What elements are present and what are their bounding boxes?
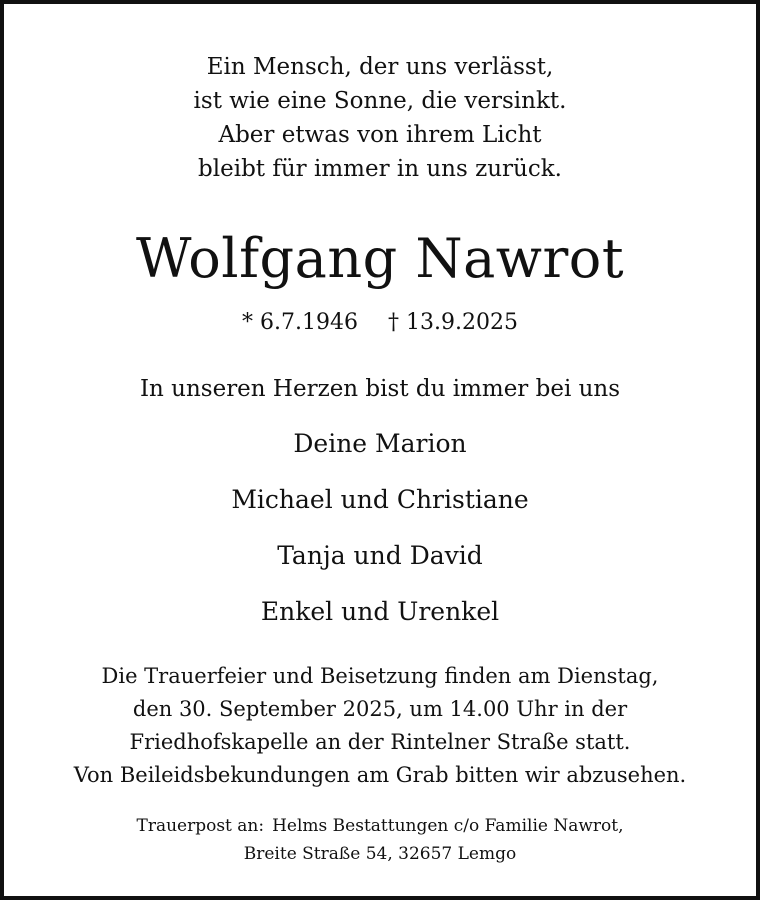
mail-label: Trauerpost an: bbox=[136, 816, 265, 836]
family-member: Tanja und David bbox=[277, 541, 483, 570]
poem-line: bleibt für immer in uns zurück. bbox=[198, 156, 562, 182]
mail-recipient-line bbox=[0, 812, 760, 840]
service-line: Friedhofskapelle an der Rintelner Straße statt. bbox=[129, 730, 631, 754]
deceased-name: Wolfgang Nawrot bbox=[135, 227, 625, 290]
service-line: Von Beileidsbekundungen am Grab bitten wir abzusehen. bbox=[73, 763, 687, 787]
mail-recipient: Helms Bestattungen c/o Familie Nawrot, bbox=[272, 816, 624, 836]
family-member: Deine Marion bbox=[293, 429, 467, 458]
birth-date: * 6.7.1946 bbox=[242, 310, 358, 335]
poem-line: ist wie eine Sonne, die versinkt. bbox=[193, 88, 567, 114]
family-member: Michael und Christiane bbox=[231, 485, 529, 514]
memorial-poem bbox=[0, 50, 760, 186]
poem-line: Ein Mensch, der uns verlässt, bbox=[206, 54, 554, 80]
poem-line: Aber etwas von ihrem Licht bbox=[218, 122, 542, 148]
life-dates bbox=[0, 306, 760, 340]
service-line: den 30. September 2025, um 14.00 Uhr in der bbox=[132, 697, 628, 721]
service-line: Die Trauerfeier und Beisetzung finden am Dienstag, bbox=[101, 664, 659, 688]
funeral-service-notice bbox=[0, 660, 760, 792]
death-date: † 13.9.2025 bbox=[388, 310, 518, 335]
condolence-mail-address bbox=[0, 812, 760, 868]
dedication-line: In unseren Herzen bist du immer bei uns bbox=[139, 376, 621, 402]
mail-street-address: Breite Straße 54, 32657 Lemgo bbox=[243, 844, 517, 864]
family-member: Enkel und Urenkel bbox=[260, 597, 500, 626]
